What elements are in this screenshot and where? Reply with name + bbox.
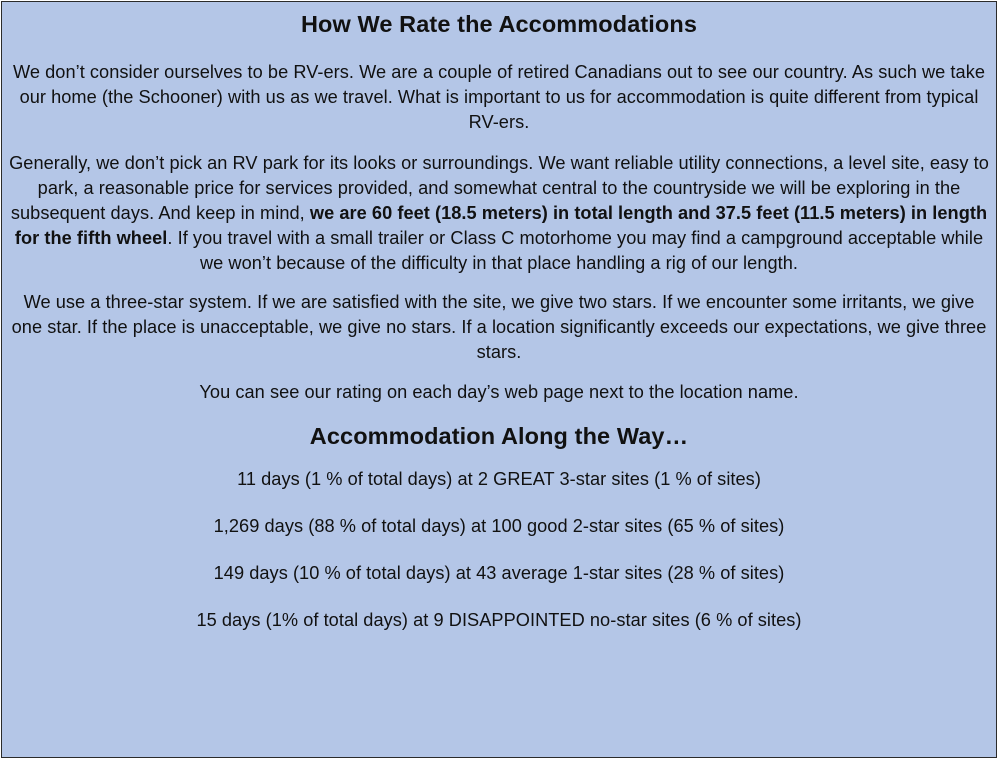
criteria-paragraph [4, 151, 994, 276]
section-heading: Accommodation Along the Way… [309, 423, 689, 449]
criteria-text-end: . If you travel with a small trailer or Class C motorhome you may find a campground acceptable while we won’t because of the difficulty in that place handling a rig of our length. [167, 228, 984, 273]
page-title: How We Rate the Accommodations [300, 11, 698, 37]
rig-length-emphasis: we are 60 feet (18.5 meters) in total length and 37.5 feet (11.5 meters) in length for the fifth wheel [14, 203, 988, 248]
stat-line-no-star: 15 days (1% of total days) at 9 DISAPPOINTED no-star sites (6 % of sites) [196, 610, 802, 630]
stat-line-two-star: 1,269 days (88 % of total days) at 100 good 2-star sites (65 % of sites) [213, 516, 785, 536]
stat-line-one-star: 149 days (10 % of total days) at 43 average 1-star sites (28 % of sites) [213, 563, 785, 583]
rating-location-paragraph: You can see our rating on each day’s web page next to the location name. [199, 382, 799, 402]
stat-line-three-star: 11 days (1 % of total days) at 2 GREAT 3-star sites (1 % of sites) [237, 469, 761, 489]
criteria-text-start: Generally, we don’t pick an RV park for its looks or surroundings. We want reliable utility connections, a level site, easy to park, a reasonable price for services provided, and somewhat central to the countryside we will be exploring in the subsequent days. And keep in mind, [9, 153, 989, 223]
intro-paragraph: We don’t consider ourselves to be RV-ers. We are a couple of retired Canadians out to see our country. As such we take our home (the Schooner) with us as we travel. What is important to us for accommodation is quite different from typical RV-ers. [12, 62, 986, 132]
star-system-paragraph: We use a three-star system. If we are satisfied with the site, we give two stars. If we encounter some irritants, we give one star. If the place is unacceptable, we give no stars. If a location significantly exceeds our expectations, we give three stars. [11, 292, 987, 362]
ratings-panel [1, 1, 997, 758]
